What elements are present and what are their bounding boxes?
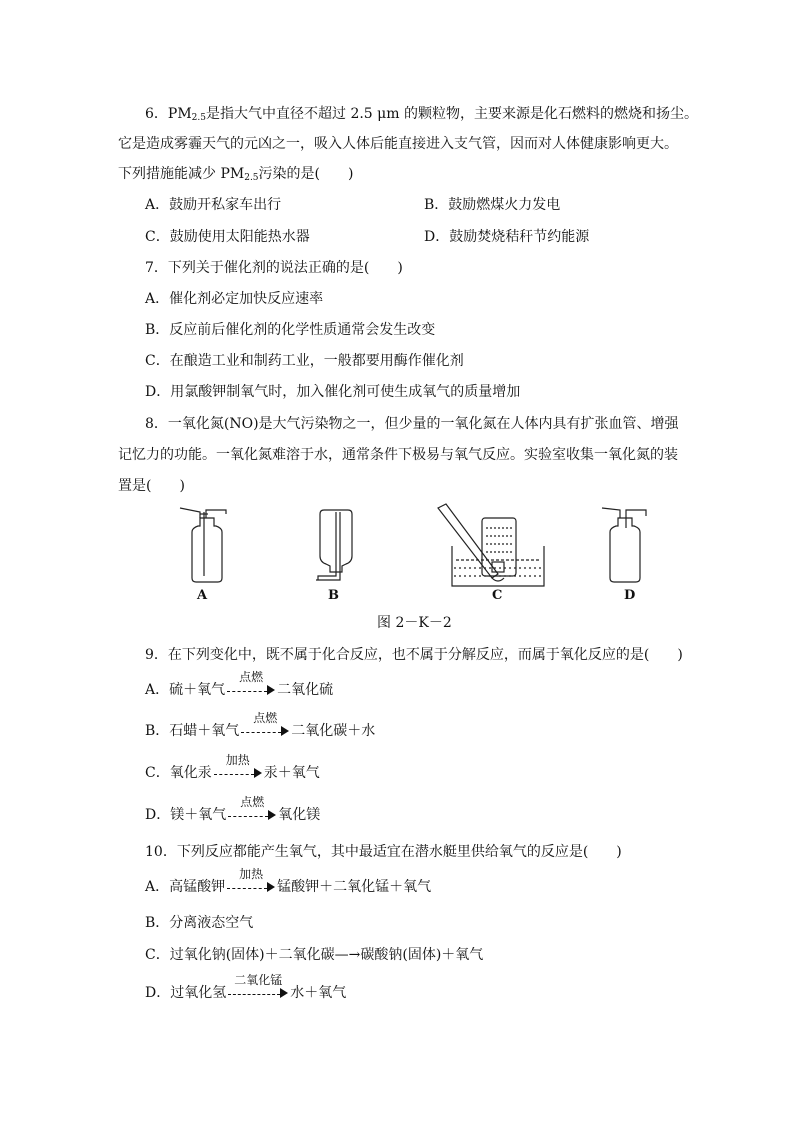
q9-option-d: D．镁＋氧气 点燃 氧化镁 bbox=[145, 795, 321, 823]
q8-line1: 8．一氧化氮(NO)是大气污染物之一，但少量的一氧化氮在人体内具有扩张血管、增强 bbox=[145, 416, 679, 432]
q7-option-c: C．在酿造工业和制药工业，一般都要用酶作催化剂 bbox=[145, 353, 464, 369]
q6-line1: 6．$PM_{2.5}$是指大气中直径不超过 2.5 μm 的颗粒物，主要来源是化石燃料的燃烧和扬尘。 bbox=[145, 106, 698, 123]
q6-line3: 下列措施能减少 $PM_{2.5}$污染的是( ) bbox=[118, 166, 354, 183]
q6-option-d: D．鼓励焚烧秸秆节约能源 bbox=[424, 229, 590, 245]
q8-line2: 记忆力的功能。一氧化氮难溶于水，通常条件下极易与氧气反应。实验室收集一氧化氮的装 bbox=[118, 447, 678, 463]
q7-stem: 7．下列关于催化剂的说法正确的是( ) bbox=[145, 260, 403, 276]
apparatus-c bbox=[438, 504, 544, 586]
reaction-arrow: 加热 bbox=[227, 877, 275, 897]
gas-collection-figure bbox=[170, 500, 650, 610]
figure-label-b: B bbox=[328, 588, 339, 603]
q6-option-b: B．鼓励燃煤火力发电 bbox=[424, 197, 561, 213]
q9-option-a: A．硫＋氧气 点燃 二氧化硫 bbox=[145, 670, 334, 698]
apparatus-b bbox=[316, 510, 352, 580]
q8-line3: 置是( ) bbox=[118, 478, 185, 494]
q10-stem: 10．下列反应都能产生氧气，其中最适宜在潜水艇里供给氧气的反应是( ) bbox=[145, 844, 622, 860]
figure-label-d: D bbox=[624, 588, 636, 603]
q10-option-c: C．过氧化钠(固体)＋二氧化碳—→碳酸钠(固体)＋氧气 bbox=[145, 947, 484, 963]
q7-option-d: D．用氯酸钾制氧气时，加入催化剂可使生成氧气的质量增加 bbox=[145, 384, 521, 400]
q9-option-b: B．石蜡＋氧气 点燃 二氧化碳＋水 bbox=[145, 711, 376, 739]
q9-option-c: C．氧化汞 加热 汞＋氧气 bbox=[145, 753, 320, 781]
figure-caption: 图 2－K－2 bbox=[377, 615, 452, 631]
apparatus-a bbox=[180, 508, 226, 582]
q7-option-b: B．反应前后催化剂的化学性质通常会发生改变 bbox=[145, 322, 436, 338]
q10-option-a: A．高锰酸钾 加热 锰酸钾＋二氧化锰＋氧气 bbox=[145, 867, 432, 895]
q10-option-b: B．分离液态空气 bbox=[145, 915, 254, 931]
reaction-arrow: 点燃 bbox=[228, 805, 276, 825]
q6-line2: 它是造成雾霾天气的元凶之一，吸入人体后能直接进入支气管，因而对人体健康影响更大。 bbox=[118, 136, 678, 152]
apparatus-d bbox=[602, 508, 646, 582]
q10-option-d: D．过氧化氢 二氧化锰 水＋氧气 bbox=[145, 973, 347, 1001]
q6-option-c: C．鼓励使用太阳能热水器 bbox=[145, 229, 310, 245]
figure-label-c: C bbox=[492, 588, 503, 603]
q6-option-a: A．鼓励开私家车出行 bbox=[145, 197, 282, 213]
q9-stem: 9．在下列变化中，既不属于化合反应，也不属于分解反应，而属于氧化反应的是( ) bbox=[145, 647, 683, 663]
q7-option-a: A．催化剂必定加快反应速率 bbox=[145, 291, 324, 307]
reaction-arrow: 点燃 bbox=[241, 721, 289, 741]
reaction-arrow: 点燃 bbox=[227, 680, 275, 700]
figure-label-a: A bbox=[197, 588, 208, 603]
reaction-arrow: 二氧化锰 bbox=[228, 983, 288, 1003]
apparatus-drawing bbox=[170, 500, 650, 610]
reaction-arrow: 加热 bbox=[214, 763, 262, 783]
